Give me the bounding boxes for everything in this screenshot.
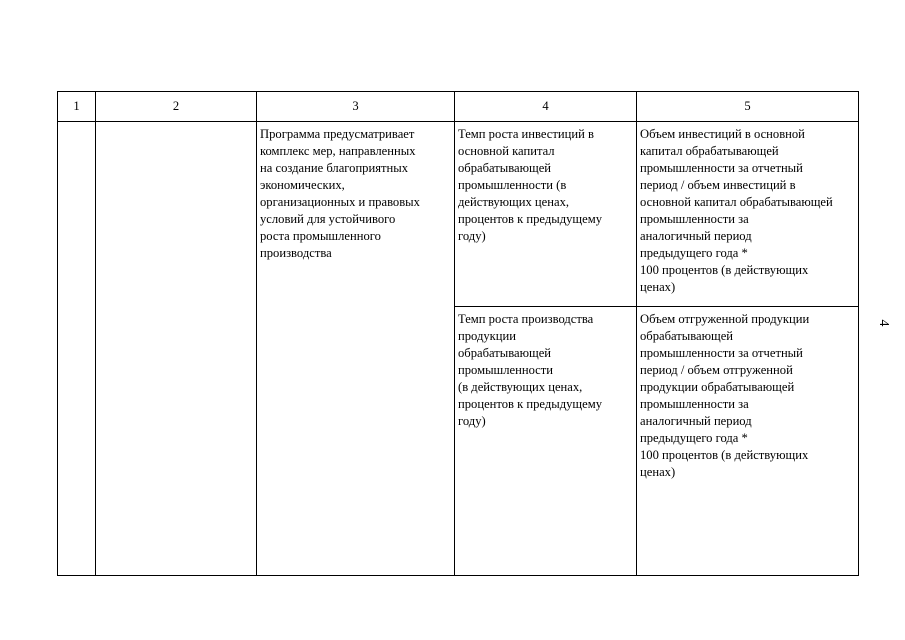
indicator-formula-cell — [637, 307, 859, 576]
indicators-table — [57, 91, 859, 576]
program-description-text: Программа предусматривает комплекс мер, направленных на создание благоприятных экономических, организационных и правовых условий для устойчивого роста промышленного производства — [260, 127, 420, 260]
indicator-name-text: Темп роста производства продукции обрабатывающей промышленности (в действующих ценах, процентов к предыдущему году) — [458, 312, 602, 428]
table-row — [58, 122, 859, 307]
column-header-4: 4 — [455, 92, 637, 122]
indicator-formula-text: Объем отгруженной продукции обрабатывающей промышленности за отчетный период / объем отгруженной продукции обрабатывающей промышленности за аналогичный период предыдущего года * 100 процентов (в действующих ценах) — [640, 312, 810, 479]
indicator-name-text: Темп роста инвестиций в основной капитал обрабатывающей промышленности (в действующих ценах, процентов к предыдущему году) — [458, 127, 602, 243]
indicator-name-cell — [455, 307, 637, 576]
column-header-2: 2 — [96, 92, 257, 122]
indicator-name-cell — [455, 122, 637, 307]
column-header-5: 5 — [637, 92, 859, 122]
table-header-row — [58, 92, 859, 122]
program-description-cell — [257, 122, 455, 576]
column-header-3: 3 — [257, 92, 455, 122]
cell-number — [58, 122, 96, 576]
page-number: 4 — [876, 319, 891, 327]
column-header-1: 1 — [58, 92, 96, 122]
cell-name — [96, 122, 257, 576]
indicator-formula-cell — [637, 122, 859, 307]
indicator-formula-text: Объем инвестиций в основной капитал обрабатывающей промышленности за отчетный период / объем инвестиций в основной капитал обрабатывающей промышленности за аналогичный период предыдущего года * 100 процентов (в действующих ценах) — [640, 127, 833, 294]
